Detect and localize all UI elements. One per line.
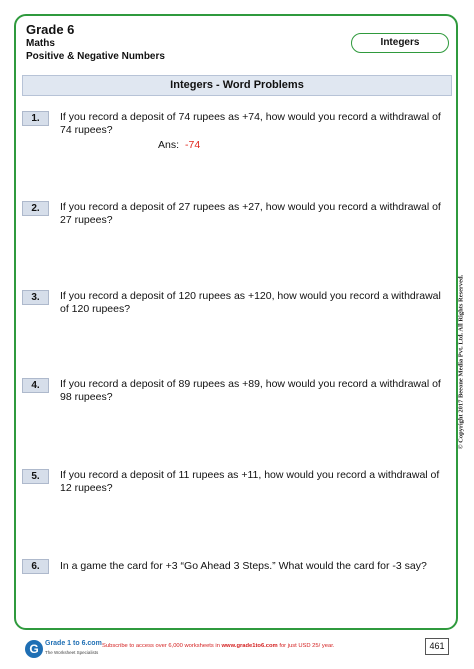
question-text-5: If you record a deposit of 11 rupees as +11, how would you record a withdrawal of 12 rupees? (60, 469, 440, 494)
worksheet-border (14, 14, 458, 630)
answer-label: Ans: (158, 139, 180, 151)
page-number: 461 (425, 638, 449, 655)
subject-label: Maths (26, 38, 55, 49)
topic-tag: Integers (351, 33, 449, 53)
logo-mark-icon: G (25, 640, 43, 658)
worksheet-title: Integers - Word Problems (22, 75, 452, 96)
question-number-5: 5. (22, 469, 49, 484)
question-number-2: 2. (22, 201, 49, 216)
copyright-notice: © Copyright 2017 Beeone Media Pvt. Ltd. All Rights Reserved. (457, 274, 465, 450)
site-logo[interactable] (25, 638, 102, 660)
question-text-6: In a game the card for +3 “Go Ahead 3 Steps.” What would the card for -3 say? (60, 560, 427, 572)
logo-name: Grade 1 to 6.com (45, 640, 102, 647)
question-number-1: 1. (22, 111, 49, 126)
logo-tagline: The Worksheet Specialists (45, 650, 99, 655)
promo-prefix: Subscribe to access over 6,000 worksheets in (102, 643, 222, 649)
question-number-6: 6. (22, 559, 49, 574)
grade-heading: Grade 6 (26, 22, 75, 37)
question-text-4: If you record a deposit of 89 rupees as +89, how would you record a withdrawal of 98 rupees? (60, 378, 441, 403)
topic-label: Positive & Negative Numbers (26, 51, 165, 62)
answer-value: -74 (185, 139, 201, 151)
question-text-2: If you record a deposit of 27 rupees as +27, how would you record a withdrawal of 27 rupees? (60, 201, 441, 226)
question-text-1: If you record a deposit of 74 rupees as +74, how would you record a withdrawal of 74 rupees? (60, 111, 441, 136)
promo-suffix: for just USD 25/ year. (277, 643, 335, 649)
question-number-4: 4. (22, 378, 49, 393)
question-text-3: If you record a deposit of 120 rupees as +120, how would you record a withdrawal of 120 rupees? (60, 290, 441, 315)
promo-site-link[interactable]: www.grade1to6.com (221, 643, 278, 649)
question-number-3: 3. (22, 290, 49, 305)
subscribe-promo (102, 643, 334, 649)
